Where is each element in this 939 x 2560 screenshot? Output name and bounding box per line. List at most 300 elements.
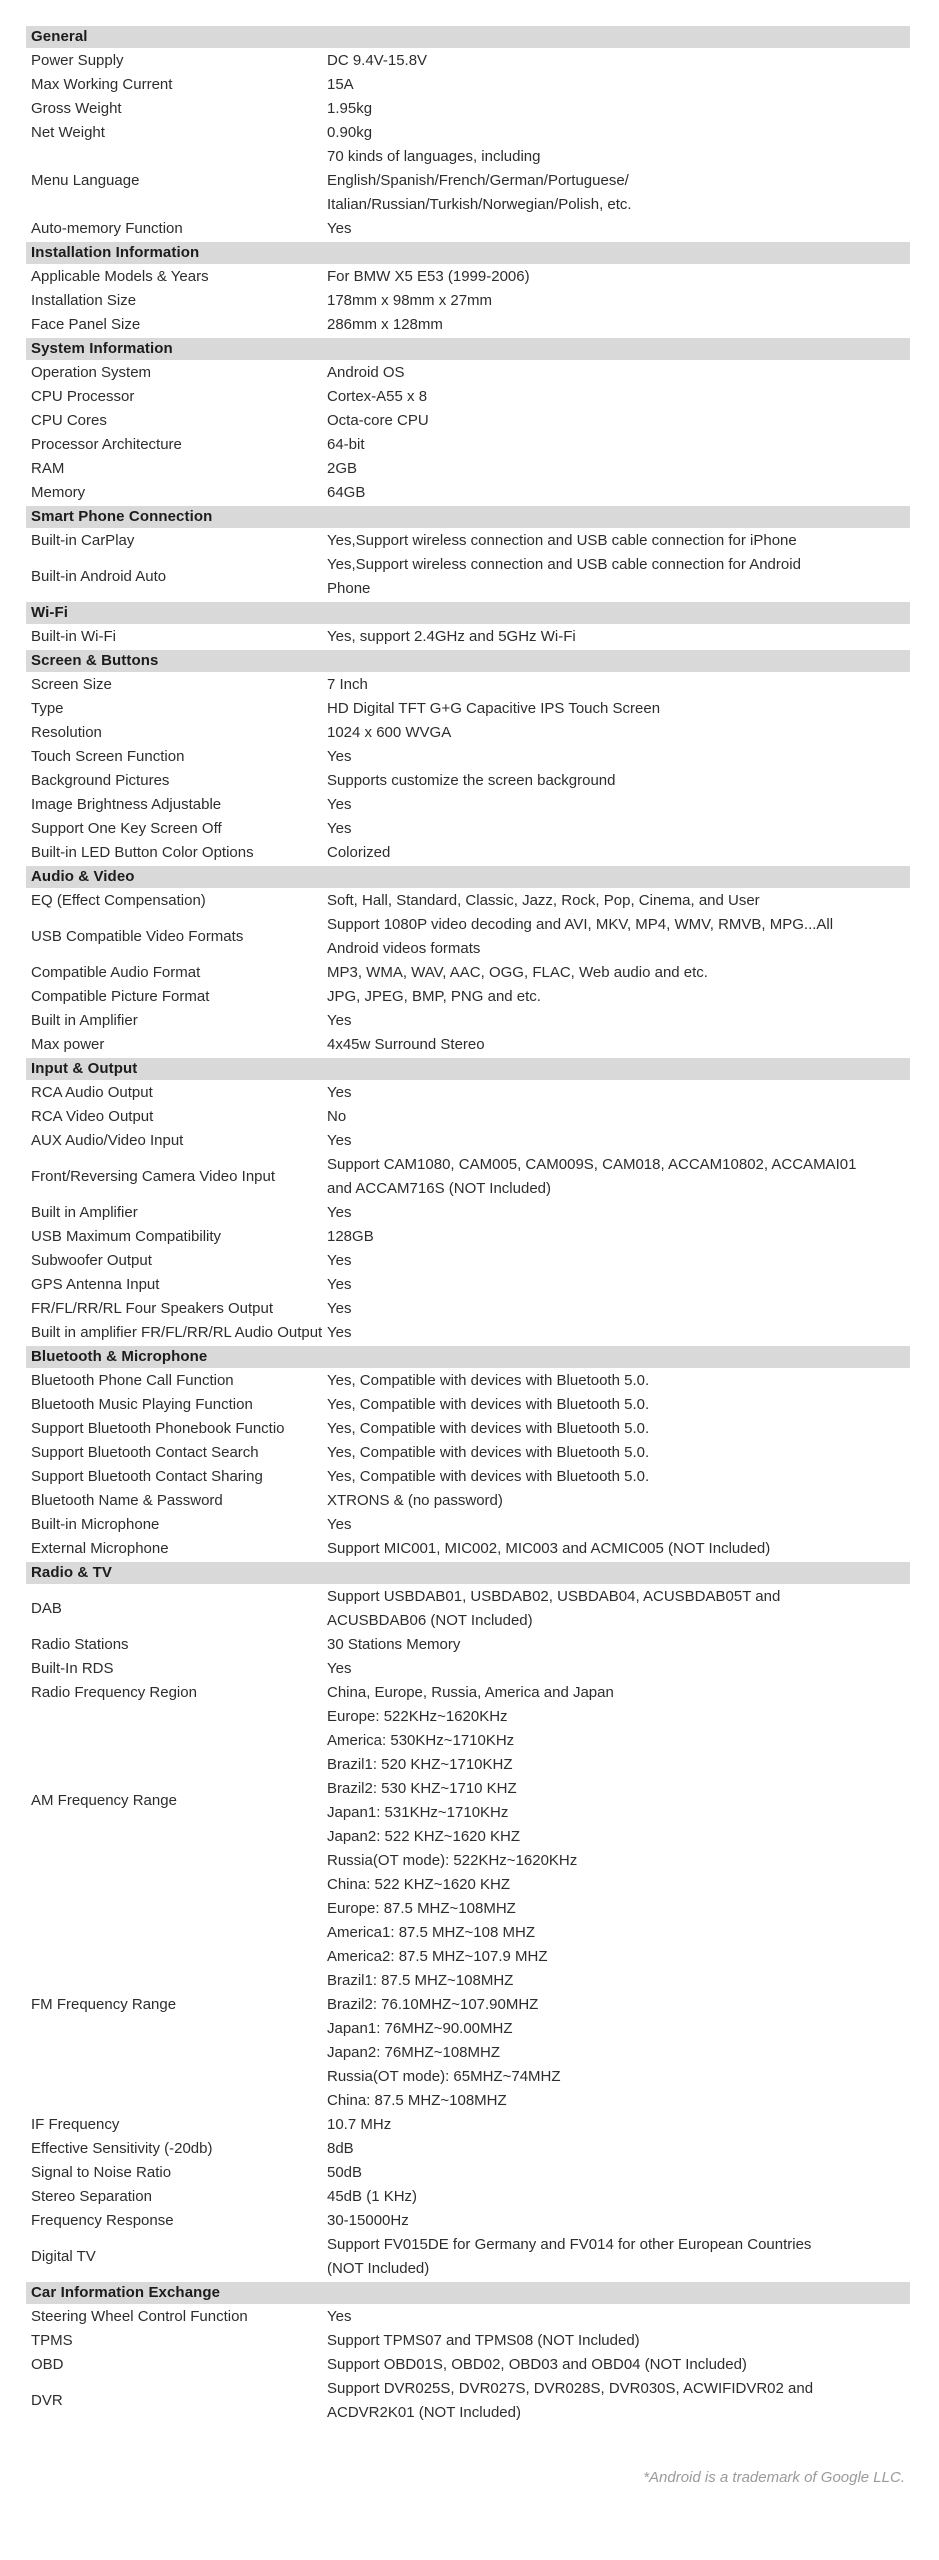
spec-row — [26, 2137, 910, 2161]
spec-label: Built-in LED Button Color Options — [31, 844, 254, 861]
spec-row — [26, 481, 910, 505]
spec-value-line: Support OBD01S, OBD02, OBD03 and OBD04 (NOT Included) — [327, 2356, 747, 2373]
spec-value — [327, 1153, 910, 1201]
spec-label: Built in Amplifier — [31, 1012, 138, 1029]
spec-label: Compatible Picture Format — [31, 988, 210, 1005]
spec-row — [26, 313, 910, 337]
spec-value — [327, 1705, 910, 1897]
spec-value-line: Yes — [327, 1132, 352, 1149]
spec-row — [26, 49, 910, 73]
spec-value-line: JPG, JPEG, BMP, PNG and etc. — [327, 988, 541, 1005]
spec-table — [26, 26, 910, 2425]
spec-label: Auto-memory Function — [31, 220, 183, 237]
spec-value — [327, 145, 910, 217]
spec-row — [26, 2329, 910, 2353]
spec-value-line: Android videos formats — [327, 940, 481, 957]
spec-label: DVR — [31, 2392, 63, 2409]
spec-value-line: 1.95kg — [327, 100, 373, 117]
spec-value-line: Brazil2: 530 KHZ~1710 KHZ — [327, 1780, 517, 1797]
spec-value-line: Phone — [327, 580, 371, 597]
spec-value — [327, 529, 910, 553]
spec-row — [26, 1465, 910, 1489]
spec-row — [26, 409, 910, 433]
spec-label: GPS Antenna Input — [31, 1276, 160, 1293]
spec-row — [26, 961, 910, 985]
section-title: System Information — [31, 340, 173, 357]
spec-label: Radio Frequency Region — [31, 1684, 197, 1701]
spec-value-line: 30-15000Hz — [327, 2212, 409, 2229]
section-title: Input & Output — [31, 1060, 138, 1077]
spec-value-line: Europe: 522KHz~1620KHz — [327, 1708, 508, 1725]
spec-row — [26, 265, 910, 289]
spec-row — [26, 1273, 910, 1297]
spec-value-line: Support 1080P video decoding and AVI, MKV, MP4, WMV, RMVB, MPG...All — [327, 916, 834, 933]
section-header — [26, 2282, 910, 2304]
spec-value-line: Yes — [327, 1204, 352, 1221]
spec-value-line: 128GB — [327, 1228, 374, 1245]
spec-label: RCA Audio Output — [31, 1084, 153, 1101]
spec-label: Signal to Noise Ratio — [31, 2164, 172, 2181]
spec-value — [327, 313, 910, 337]
spec-label: Built in Amplifier — [31, 1204, 138, 1221]
spec-value-line: and ACCAM716S (NOT Included) — [327, 1180, 551, 1197]
spec-label: Stereo Separation — [31, 2188, 152, 2205]
spec-value — [327, 817, 910, 841]
spec-row — [26, 841, 910, 865]
spec-row — [26, 433, 910, 457]
spec-value-line: ACUSBDAB06 (NOT Included) — [327, 1612, 533, 1629]
spec-label: External Microphone — [31, 1540, 169, 1557]
spec-value-line: China: 522 KHZ~1620 KHZ — [327, 1876, 511, 1893]
spec-row — [26, 529, 910, 553]
spec-value-line: America: 530KHz~1710KHz — [327, 1732, 515, 1749]
spec-value-line: 70 kinds of languages, including — [327, 148, 541, 165]
spec-value — [327, 673, 910, 697]
spec-value — [327, 49, 910, 73]
spec-value — [327, 1321, 910, 1345]
spec-value-line: Android OS — [327, 364, 405, 381]
section-header — [26, 650, 910, 672]
spec-row — [26, 721, 910, 745]
spec-label: Background Pictures — [31, 772, 170, 789]
spec-row — [26, 457, 910, 481]
spec-value — [327, 961, 910, 985]
section-header — [26, 242, 910, 264]
section-title: Wi-Fi — [31, 604, 69, 621]
spec-label: Support One Key Screen Off — [31, 820, 222, 837]
spec-value-line: For BMW X5 E53 (1999-2006) — [327, 268, 530, 285]
spec-value-line: Support CAM1080, CAM005, CAM009S, CAM018, ACCAM10802, ACCAMAI01 — [327, 1156, 857, 1173]
spec-row — [26, 1513, 910, 1537]
spec-value — [327, 361, 910, 385]
spec-value-line: Yes — [327, 1012, 352, 1029]
section-title: Installation Information — [31, 244, 200, 261]
spec-value — [327, 1441, 910, 1465]
spec-value-line: Yes — [327, 1276, 352, 1293]
spec-value — [327, 1897, 910, 2113]
spec-value — [327, 913, 910, 961]
section-header — [26, 338, 910, 360]
section-header — [26, 866, 910, 888]
spec-value-line: 8dB — [327, 2140, 354, 2157]
spec-value-line: Yes — [327, 820, 352, 837]
spec-value-line: DC 9.4V-15.8V — [327, 52, 428, 69]
spec-row — [26, 97, 910, 121]
spec-value-line: 10.7 MHz — [327, 2116, 392, 2133]
section-header — [26, 1346, 910, 1368]
spec-value — [327, 1489, 910, 1513]
section-header — [26, 506, 910, 528]
spec-label: Subwoofer Output — [31, 1252, 152, 1269]
spec-row — [26, 1033, 910, 1057]
spec-label: Radio Stations — [31, 1636, 129, 1653]
spec-label: Applicable Models & Years — [31, 268, 209, 285]
spec-value-line: Yes — [327, 748, 352, 765]
spec-value — [327, 553, 910, 601]
spec-value — [327, 1393, 910, 1417]
spec-value-line: 64-bit — [327, 436, 365, 453]
spec-row — [26, 1225, 910, 1249]
spec-value-line: Support DVR025S, DVR027S, DVR028S, DVR030S, ACWIFIDVR02 and — [327, 2380, 814, 2397]
spec-value-line: Supports customize the screen background — [327, 772, 616, 789]
section-title: Smart Phone Connection — [31, 508, 213, 525]
spec-value — [327, 2137, 910, 2161]
spec-value-line: Japan1: 531KHz~1710KHz — [327, 1804, 509, 1821]
spec-value — [327, 1129, 910, 1153]
spec-row — [26, 1657, 910, 1681]
spec-row — [26, 1585, 910, 1633]
android-trademark-footnote: *Android is a trademark of Google LLC. — [643, 2469, 905, 2486]
spec-value — [327, 625, 910, 649]
spec-row — [26, 1369, 910, 1393]
spec-row — [26, 1081, 910, 1105]
spec-value — [327, 1081, 910, 1105]
spec-label: Built in amplifier FR/FL/RR/RL Audio Output — [31, 1324, 323, 1341]
spec-value-line: Cortex-A55 x 8 — [327, 388, 428, 405]
spec-label: Touch Screen Function — [31, 748, 185, 765]
section-title: Bluetooth & Microphone — [31, 1348, 208, 1365]
spec-label: Bluetooth Name & Password — [31, 1492, 223, 1509]
spec-value — [327, 1105, 910, 1129]
spec-row — [26, 889, 910, 913]
spec-value — [327, 841, 910, 865]
spec-value-line: 50dB — [327, 2164, 363, 2181]
spec-row — [26, 673, 910, 697]
spec-label: FM Frequency Range — [31, 1996, 177, 2013]
spec-label: AUX Audio/Video Input — [31, 1132, 184, 1149]
spec-value — [327, 1417, 910, 1441]
spec-row — [26, 1393, 910, 1417]
spec-value — [327, 2377, 910, 2425]
spec-label: Screen Size — [31, 676, 112, 693]
spec-value — [327, 1297, 910, 1321]
spec-row — [26, 2209, 910, 2233]
spec-row — [26, 1681, 910, 1705]
spec-label: RAM — [31, 460, 65, 477]
spec-value-line: HD Digital TFT G+G Capacitive IPS Touch Screen — [327, 700, 661, 717]
spec-row — [26, 289, 910, 313]
spec-value-line: Yes, support 2.4GHz and 5GHz Wi-Fi — [327, 628, 576, 645]
spec-label: USB Compatible Video Formats — [31, 928, 244, 945]
spec-value — [327, 265, 910, 289]
spec-value-line: Italian/Russian/Turkish/Norwegian/Polish, etc. — [327, 196, 632, 213]
spec-value-line: Yes, Compatible with devices with Bluetooth 5.0. — [327, 1468, 650, 1485]
spec-label: Type — [31, 700, 64, 717]
spec-value-line: Yes — [327, 1516, 352, 1533]
spec-value — [327, 2209, 910, 2233]
spec-value — [327, 73, 910, 97]
spec-row — [26, 361, 910, 385]
spec-value-line: 15A — [327, 76, 354, 93]
spec-value — [327, 433, 910, 457]
spec-value-line: Support FV015DE for Germany and FV014 for other European Countries — [327, 2236, 812, 2253]
spec-value-line: 7 Inch — [327, 676, 368, 693]
spec-value-line: 178mm x 98mm x 27mm — [327, 292, 493, 309]
spec-row — [26, 913, 910, 961]
spec-value-line: Colorized — [327, 844, 391, 861]
spec-label: Installation Size — [31, 292, 137, 309]
section-title: Screen & Buttons — [31, 652, 159, 669]
spec-value-line: America1: 87.5 MHZ~108 MHZ — [327, 1924, 535, 1941]
spec-value — [327, 745, 910, 769]
spec-row — [26, 385, 910, 409]
spec-row — [26, 1489, 910, 1513]
spec-value-line: Brazil1: 87.5 MHZ~108MHZ — [327, 1972, 514, 1989]
spec-value — [327, 1657, 910, 1681]
spec-row — [26, 793, 910, 817]
spec-value — [327, 1537, 910, 1561]
spec-value — [327, 793, 910, 817]
spec-value-line: Soft, Hall, Standard, Classic, Jazz, Rock, Pop, Cinema, and User — [327, 892, 760, 909]
spec-value-line: China: 87.5 MHZ~108MHZ — [327, 2092, 507, 2109]
spec-value — [327, 1513, 910, 1537]
spec-value-line: 4x45w Surround Stereo — [327, 1036, 485, 1053]
spec-label: Operation System — [31, 364, 152, 381]
spec-value-line: Yes, Compatible with devices with Bluetooth 5.0. — [327, 1372, 650, 1389]
spec-value — [327, 481, 910, 505]
spec-label: Steering Wheel Control Function — [31, 2308, 248, 2325]
spec-value-line: 45dB (1 KHz) — [327, 2188, 418, 2205]
spec-value — [327, 409, 910, 433]
spec-label: TPMS — [31, 2332, 73, 2349]
spec-value-line: Yes — [327, 220, 352, 237]
spec-row — [26, 1249, 910, 1273]
section-header — [26, 1058, 910, 1080]
spec-row — [26, 1105, 910, 1129]
section-title: Radio & TV — [31, 1564, 113, 1581]
spec-value-line: Russia(OT mode): 522KHz~1620KHz — [327, 1852, 578, 1869]
spec-row — [26, 2377, 910, 2425]
spec-label: Support Bluetooth Phonebook Functio — [31, 1420, 285, 1437]
spec-value — [327, 2113, 910, 2137]
spec-value — [327, 1225, 910, 1249]
spec-value — [327, 769, 910, 793]
spec-value — [327, 97, 910, 121]
spec-value-line: Yes — [327, 1324, 352, 1341]
spec-row — [26, 145, 910, 217]
spec-value — [327, 289, 910, 313]
spec-value — [327, 721, 910, 745]
spec-row — [26, 697, 910, 721]
spec-value-line: Yes — [327, 2308, 352, 2325]
spec-value-line: Europe: 87.5 MHZ~108MHZ — [327, 1900, 516, 1917]
spec-value — [327, 1585, 910, 1633]
spec-value — [327, 1201, 910, 1225]
spec-label: Frequency Response — [31, 2212, 174, 2229]
spec-label: Max power — [31, 1036, 105, 1053]
spec-value — [327, 1273, 910, 1297]
spec-value-line: Yes — [327, 796, 352, 813]
spec-value — [327, 2329, 910, 2353]
spec-value — [327, 1681, 910, 1705]
spec-row — [26, 745, 910, 769]
spec-value-line: Japan2: 76MHZ~108MHZ — [327, 2044, 500, 2061]
spec-label: Built-in Android Auto — [31, 568, 167, 585]
section-header — [26, 1562, 910, 1584]
spec-value-line: Yes, Compatible with devices with Bluetooth 5.0. — [327, 1420, 650, 1437]
spec-value-line: 64GB — [327, 484, 366, 501]
spec-value-line: Japan1: 76MHZ~90.00MHZ — [327, 2020, 513, 2037]
section-header — [26, 602, 910, 624]
spec-row — [26, 553, 910, 601]
spec-label: Face Panel Size — [31, 316, 141, 333]
spec-label: Bluetooth Phone Call Function — [31, 1372, 234, 1389]
spec-row — [26, 2233, 910, 2281]
spec-value — [327, 697, 910, 721]
spec-row — [26, 121, 910, 145]
spec-value-line: 30 Stations Memory — [327, 1636, 461, 1653]
spec-value-line: Yes,Support wireless connection and USB cable connection for iPhone — [327, 532, 797, 549]
spec-value-line: Yes — [327, 1300, 352, 1317]
spec-value-line: Brazil2: 76.10MHZ~107.90MHZ — [327, 1996, 539, 2013]
spec-row — [26, 1441, 910, 1465]
spec-row — [26, 1321, 910, 1345]
spec-row — [26, 2161, 910, 2185]
spec-row — [26, 1201, 910, 1225]
spec-label: IF Frequency — [31, 2116, 120, 2133]
spec-row — [26, 817, 910, 841]
spec-label: Support Bluetooth Contact Sharing — [31, 1468, 263, 1485]
spec-label: Resolution — [31, 724, 102, 741]
spec-value — [327, 2353, 910, 2377]
spec-label: RCA Video Output — [31, 1108, 154, 1125]
spec-label: Net Weight — [31, 124, 105, 141]
spec-value — [327, 385, 910, 409]
spec-label: Built-in Microphone — [31, 1516, 160, 1533]
spec-label: FR/FL/RR/RL Four Speakers Output — [31, 1300, 274, 1317]
spec-value-line: Brazil1: 520 KHZ~1710KHZ — [327, 1756, 513, 1773]
spec-label: Built-In RDS — [31, 1660, 114, 1677]
spec-value-line: No — [327, 1108, 347, 1125]
spec-value — [327, 2185, 910, 2209]
spec-row — [26, 985, 910, 1009]
spec-row — [26, 2113, 910, 2137]
spec-value-line: Support TPMS07 and TPMS08 (NOT Included) — [327, 2332, 640, 2349]
spec-value — [327, 1369, 910, 1393]
spec-value — [327, 2305, 910, 2329]
spec-value — [327, 217, 910, 241]
spec-label: Power Supply — [31, 52, 124, 69]
spec-row — [26, 1129, 910, 1153]
spec-label: EQ (Effect Compensation) — [31, 892, 206, 909]
spec-label: Bluetooth Music Playing Function — [31, 1396, 253, 1413]
spec-label: Memory — [31, 484, 86, 501]
spec-value-line: XTRONS & (no password) — [327, 1492, 503, 1509]
spec-row — [26, 1537, 910, 1561]
spec-label: Support Bluetooth Contact Search — [31, 1444, 259, 1461]
spec-value — [327, 889, 910, 913]
spec-label: Max Working Current — [31, 76, 173, 93]
spec-label: Compatible Audio Format — [31, 964, 201, 981]
spec-value — [327, 457, 910, 481]
spec-label: Gross Weight — [31, 100, 122, 117]
spec-value-line: (NOT Included) — [327, 2260, 430, 2277]
spec-label: Effective Sensitivity (-20db) — [31, 2140, 213, 2157]
spec-value-line: Octa-core CPU — [327, 412, 429, 429]
spec-row — [26, 769, 910, 793]
spec-value-line: MP3, WMA, WAV, AAC, OGG, FLAC, Web audio and etc. — [327, 964, 708, 981]
spec-value-line: Yes — [327, 1252, 352, 1269]
spec-value-line: Yes — [327, 1084, 352, 1101]
spec-row — [26, 1009, 910, 1033]
section-title: Car Information Exchange — [31, 2284, 221, 2301]
spec-row — [26, 1705, 910, 1897]
spec-value-line: Yes, Compatible with devices with Bluetooth 5.0. — [327, 1396, 650, 1413]
section-title: General — [31, 28, 88, 45]
spec-value-line: 286mm x 128mm — [327, 316, 443, 333]
spec-label: Processor Architecture — [31, 436, 182, 453]
spec-value-line: Yes,Support wireless connection and USB cable connection for Android — [327, 556, 801, 573]
spec-row — [26, 1417, 910, 1441]
spec-row — [26, 2353, 910, 2377]
spec-label: Digital TV — [31, 2248, 96, 2265]
spec-value — [327, 985, 910, 1009]
spec-value — [327, 1249, 910, 1273]
spec-value-line: Yes, Compatible with devices with Bluetooth 5.0. — [327, 1444, 650, 1461]
spec-label: DAB — [31, 1600, 62, 1617]
spec-row — [26, 217, 910, 241]
spec-value-line: Japan2: 522 KHZ~1620 KHZ — [327, 1828, 521, 1845]
spec-row — [26, 1153, 910, 1201]
spec-value — [327, 1633, 910, 1657]
spec-value — [327, 2233, 910, 2281]
spec-value-line: English/Spanish/French/German/Portuguese/ — [327, 172, 629, 189]
spec-row — [26, 2185, 910, 2209]
spec-value — [327, 1009, 910, 1033]
spec-row — [26, 2305, 910, 2329]
spec-row — [26, 1633, 910, 1657]
spec-value-line: 1024 x 600 WVGA — [327, 724, 452, 741]
spec-value-line: ACDVR2K01 (NOT Included) — [327, 2404, 521, 2421]
spec-value-line: Support MIC001, MIC002, MIC003 and ACMIC005 (NOT Included) — [327, 1540, 771, 1557]
spec-value-line: America2: 87.5 MHZ~107.9 MHZ — [327, 1948, 548, 1965]
spec-value-line: Russia(OT mode): 65MHZ~74MHZ — [327, 2068, 561, 2085]
spec-value-line: 0.90kg — [327, 124, 373, 141]
spec-value — [327, 1033, 910, 1057]
spec-label: CPU Cores — [31, 412, 107, 429]
spec-value-line: Yes — [327, 1660, 352, 1677]
section-header — [26, 26, 910, 48]
section-title: Audio & Video — [31, 868, 135, 885]
spec-row — [26, 73, 910, 97]
spec-label: OBD — [31, 2356, 64, 2373]
spec-value — [327, 1465, 910, 1489]
spec-value — [327, 2161, 910, 2185]
spec-label: Front/Reversing Camera Video Input — [31, 1168, 276, 1185]
spec-label: AM Frequency Range — [31, 1792, 177, 1809]
spec-label: USB Maximum Compatibility — [31, 1228, 222, 1245]
spec-label: CPU Processor — [31, 388, 135, 405]
